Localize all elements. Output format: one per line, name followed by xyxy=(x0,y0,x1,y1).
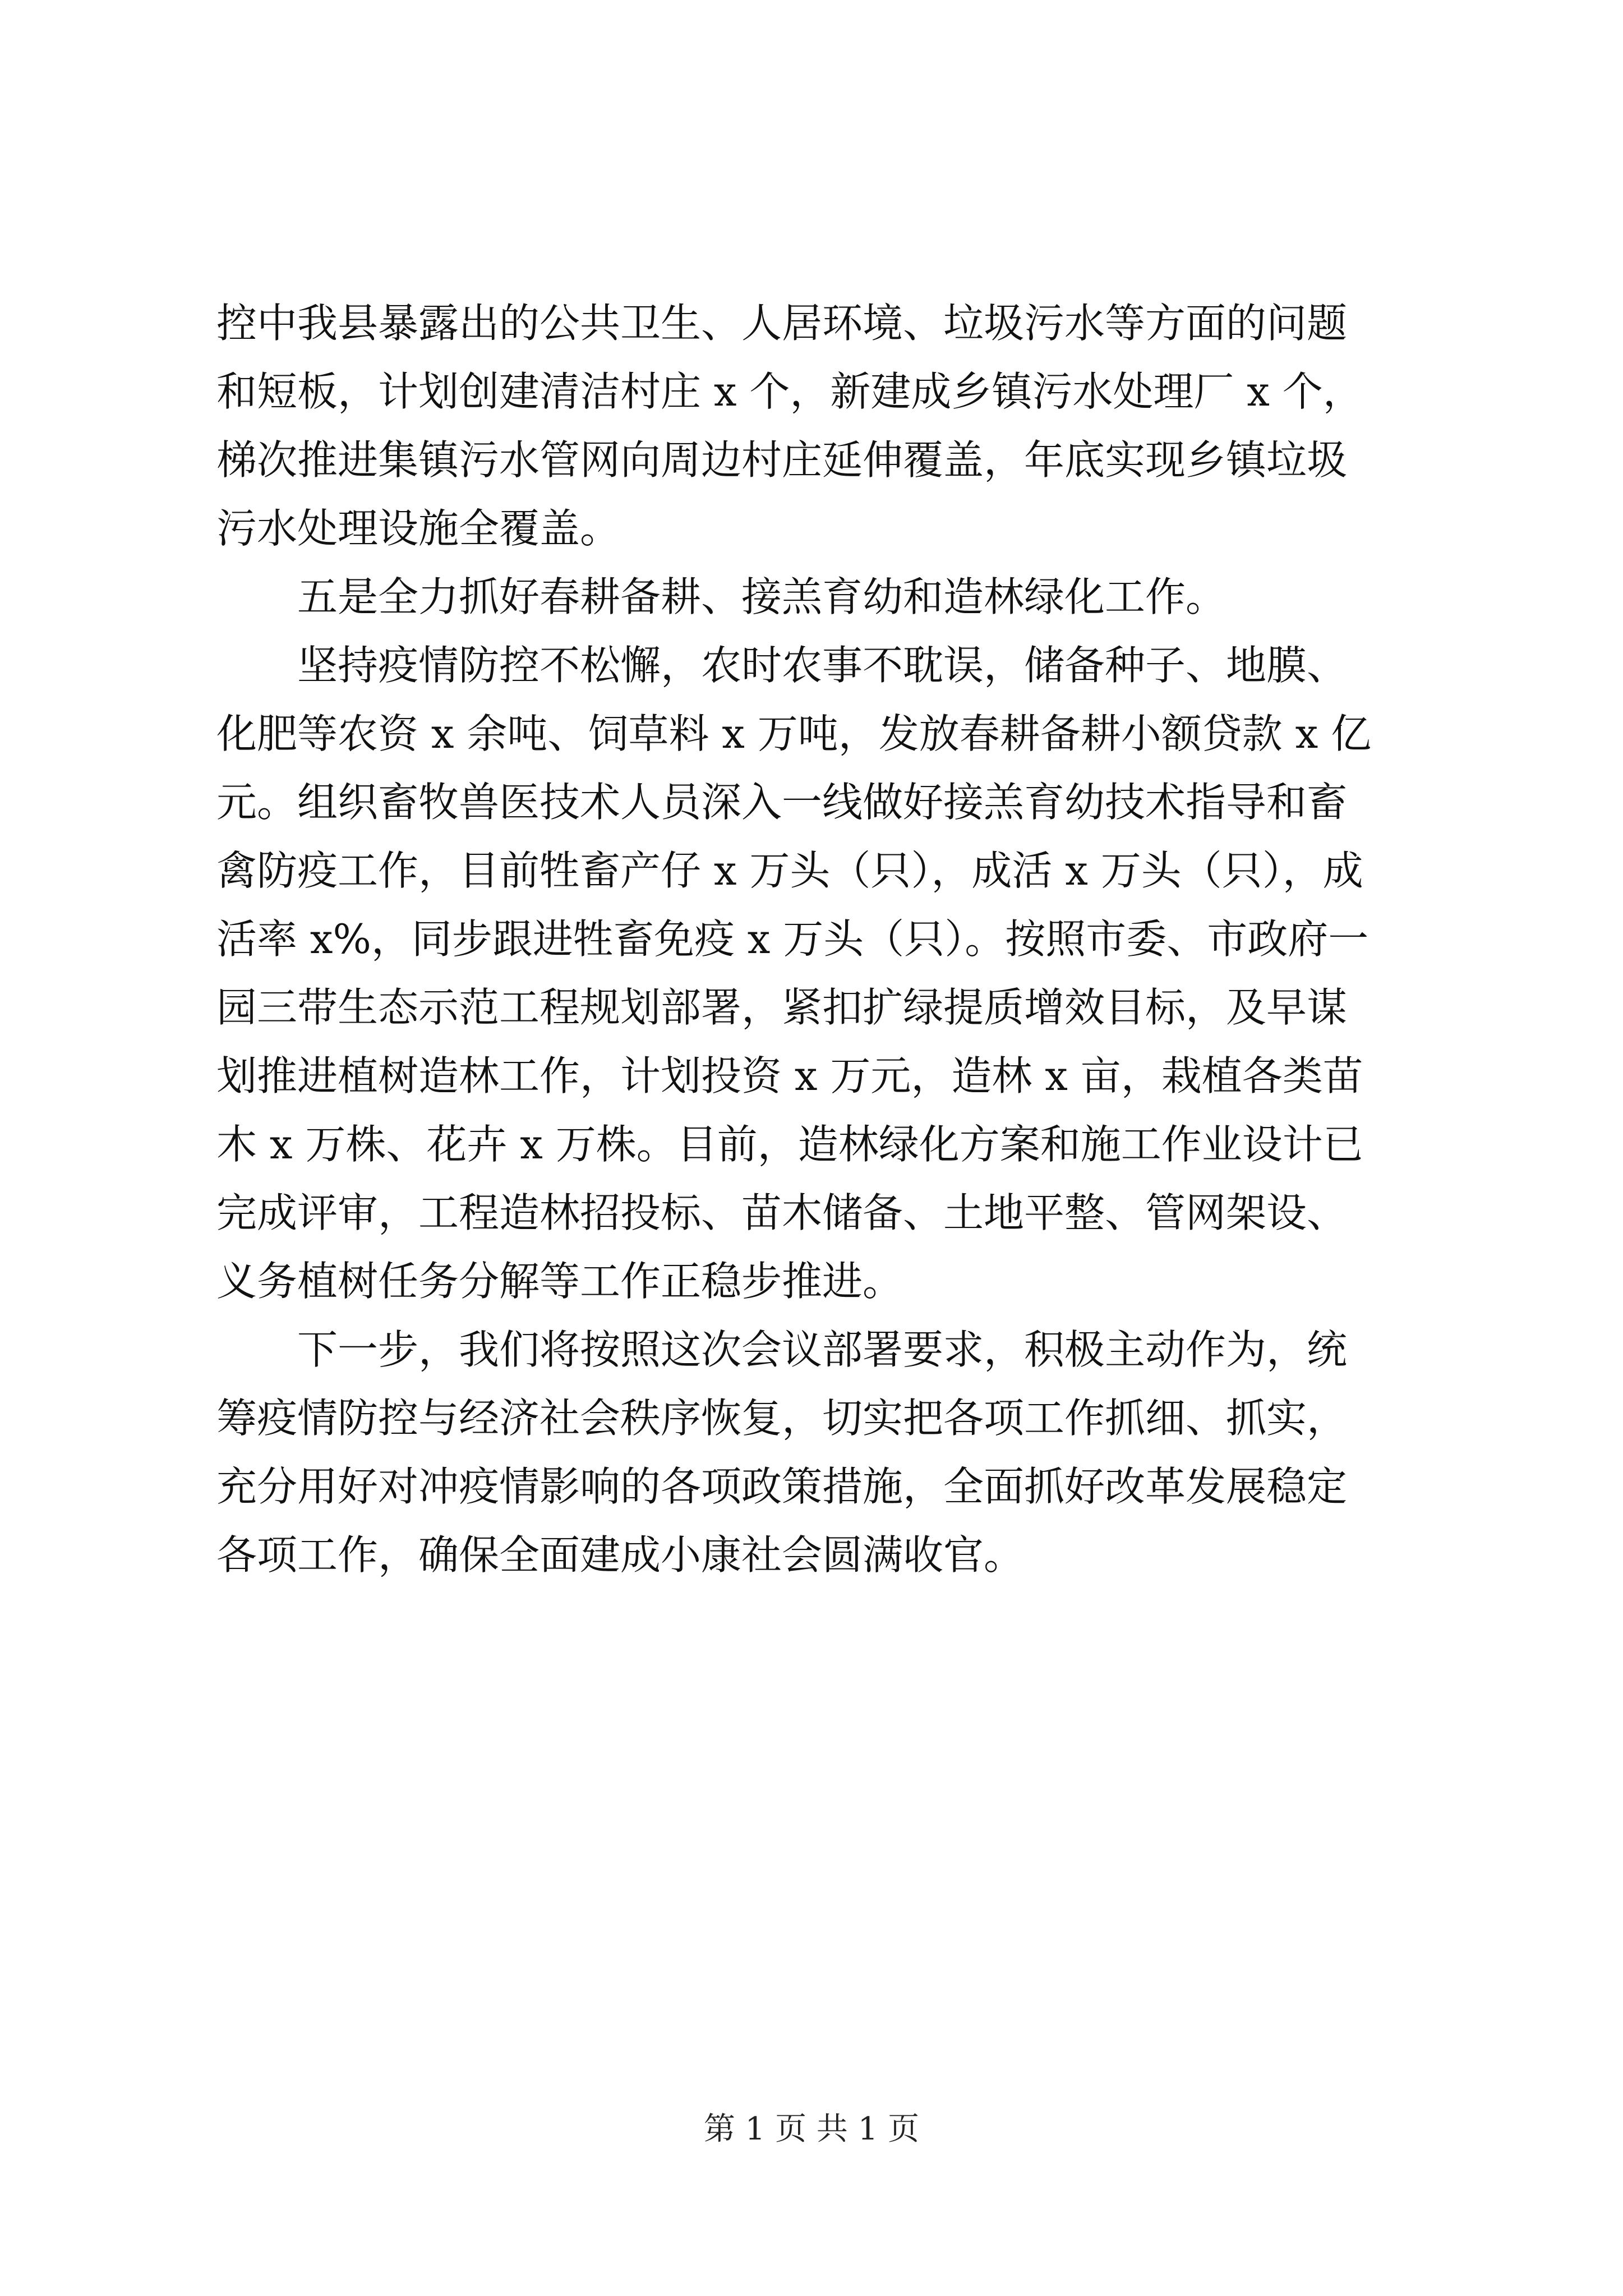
paragraph-3-line-2: 化肥等农资 x 余吨、饲草料 x 万吨，发放春耕备耕小额贷款 x 亿 xyxy=(216,710,1372,757)
paragraph-3-line-5: 活率 x%，同步跟进牲畜免疫 x 万头（只）。按照市委、市政府一 xyxy=(216,915,1369,963)
section-heading-5: 五是全力抓好春耕备耕、接羔育幼和造林绿化工作。 xyxy=(297,573,1227,620)
paragraph-1-line-3: 梯次推进集镇污水管网向周边村庄延伸覆盖，年底实现乡镇垃圾 xyxy=(216,436,1348,484)
paragraph-4-line-1: 下一步，我们将按照这次会议部署要求，积极主动作为，统 xyxy=(297,1326,1348,1373)
paragraph-3-line-10: 义务植树任务分解等工作正稳步推进。 xyxy=(216,1258,903,1305)
paragraph-3-line-6: 园三带生态示范工程规划部署，紧扣扩绿提质增效目标，及早谋 xyxy=(216,984,1348,1031)
page-number-footer: 第 1 页 共 1 页 xyxy=(703,2111,920,2147)
paragraph-4-line-4: 各项工作，确保全面建成小康社会圆满收官。 xyxy=(216,1531,1025,1579)
paragraph-3-line-1: 坚持疫情防控不松懈，农时农事不耽误，储备种子、地膜、 xyxy=(297,642,1348,689)
paragraph-3-line-8: 木 x 万株、花卉 x 万株。目前，造林绿化方案和施工作业设计已 xyxy=(216,1121,1363,1168)
paragraph-3-line-9: 完成评审，工程造林招投标、苗木储备、土地平整、管网架设、 xyxy=(216,1189,1348,1236)
paragraph-3-line-3: 元。组织畜牧兽医技术人员深入一线做好接羔育幼技术指导和畜 xyxy=(216,779,1348,826)
paragraph-3-line-4: 禽防疫工作，目前牲畜产仔 x 万头（只），成活 x 万头（只），成 xyxy=(216,847,1363,894)
paragraph-1-line-4: 污水处理设施全覆盖。 xyxy=(216,505,621,552)
paragraph-1-line-1: 控中我县暴露出的公共卫生、人居环境、垃圾污水等方面的问题 xyxy=(216,300,1348,347)
paragraph-4-line-2: 筹疫情防控与经济社会秩序恢复，切实把各项工作抓细、抓实， xyxy=(216,1395,1348,1442)
paragraph-3-line-7: 划推进植树造林工作，计划投资 x 万元，造林 x 亩，栽植各类苗 xyxy=(216,1052,1363,1099)
paragraph-1-line-2: 和短板，计划创建清洁村庄 x 个，新建成乡镇污水处理厂 x 个， xyxy=(216,368,1363,415)
paragraph-4-line-3: 充分用好对冲疫情影响的各项政策措施，全面抓好改革发展稳定 xyxy=(216,1463,1348,1510)
